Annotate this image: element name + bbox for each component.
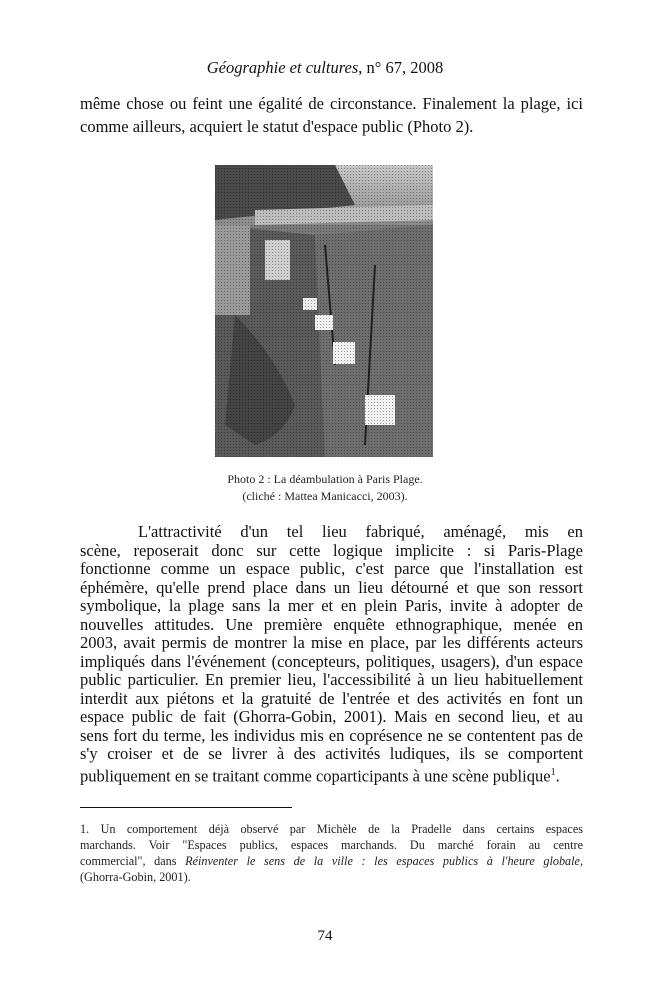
footnote-line: 1. Un comportement déjà observé par Michèle de la Pradelle dans certains espaces xyxy=(80,822,583,836)
photo-paris-plage xyxy=(215,165,433,457)
body-line: nouvelles attitudes. Une première enquête ethnographique, menée en xyxy=(80,614,583,634)
body-line: scène, reposerait donc sur cette logique implicite : si Paris-Plage xyxy=(80,540,583,560)
body-line: L'attractivité d'un tel lieu fabriqué, aménagé, mis en xyxy=(138,522,583,541)
body-line-last: publiquement en se traitant comme coparticipants à une scène publique$^1$. xyxy=(80,766,560,785)
running-header xyxy=(0,58,650,78)
journal-title: Géographie et cultures xyxy=(206,58,359,77)
body-line: espace public de fait (Ghorra-Gobin, 2001). Mais en second lieu, et au xyxy=(80,707,583,726)
body-line: fonctionne comme un espace public, c'est parce que l'installation est xyxy=(80,559,583,578)
footnote-line xyxy=(80,853,583,869)
body-line: s'y croiser et de se livrer à des activités ludiques, ils se comportent xyxy=(80,744,583,763)
footnote-line: (Ghorra-Gobin, 2001). xyxy=(80,870,191,884)
body-line: public particulier. En premier lieu, l'accessibilité à un lieu habituellement xyxy=(80,670,583,689)
footnote-text: , xyxy=(579,854,583,868)
body-line: comme ailleurs, acquiert le statut d'espace public (Photo 2). xyxy=(80,117,474,136)
body-line: interdit aux piétons et la gratuité de l'entrée et des activités en font un xyxy=(80,688,583,708)
body-line: impliqués dans l'événement (concepteurs, politiques, usagers), d'un espace xyxy=(80,651,583,671)
body-line: sens fort du terme, les individus mis en coprésence ne se contentent pas de xyxy=(80,725,583,745)
body-line-text: publiquement en se traitant comme coparticipants à une scène publique xyxy=(80,766,551,785)
photo-credit: (cliché : Mattea Manicacci, 2003). xyxy=(242,489,408,503)
footnote-book-title: Réinventer le sens de la ville : les espaces publics à l'heure globale xyxy=(185,854,580,868)
page-number: 74 xyxy=(317,928,333,944)
footnote-reference[interactable]: 1 xyxy=(550,766,556,778)
body-line: symbolique, la plage sans la mer et en plein Paris, invite à adopter de xyxy=(80,596,583,615)
issue-info: , n° 67, 2008 xyxy=(358,58,444,77)
footnote-line: marchands. Voir "Espaces publics, espaces marchands. Du marché forain au centre xyxy=(80,838,583,852)
body-line: 2003, avait permis de montrer la mise en place, par les différents acteurs xyxy=(80,633,583,652)
footnote-divider xyxy=(80,807,292,808)
photo-caption: Photo 2 : La déambulation à Paris Plage. xyxy=(227,472,423,486)
body-line: éphémère, qu'elle prend place dans un lieu détourné et que son ressort xyxy=(80,577,583,597)
body-line: même chose ou feint une égalité de circonstance. Finalement la plage, ici xyxy=(80,94,583,113)
footnote-text: commercial", dans xyxy=(80,854,186,868)
